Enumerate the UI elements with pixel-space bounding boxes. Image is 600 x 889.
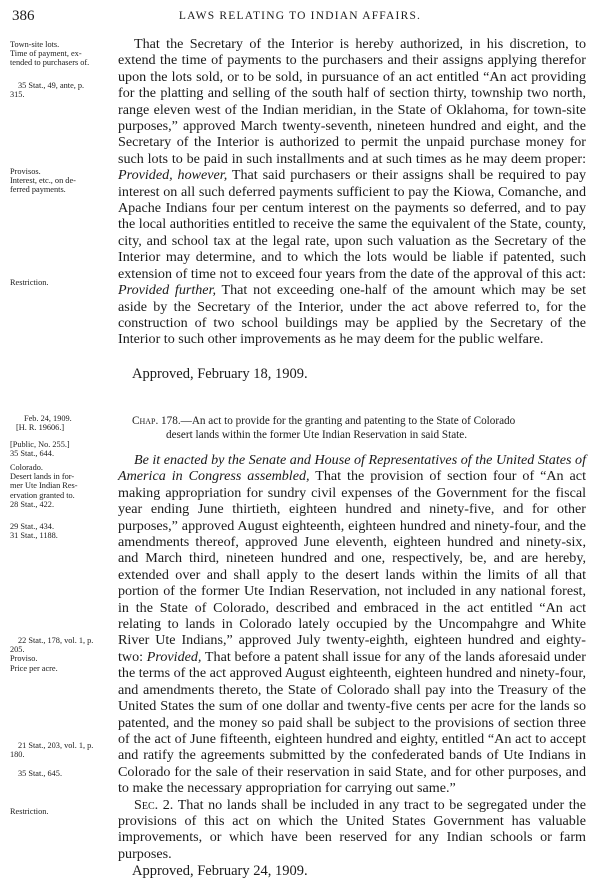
margin-note-restriction [10, 278, 120, 287]
chapter-title: —An act to provide for the granting and patenting to the State of Colorado [180, 415, 516, 427]
margin-note-colorado [10, 463, 120, 509]
margin-note-line: tended to purchasers of. [10, 58, 90, 68]
body-text: That no lands shall be included in any tract to be segregated under the provisions of this act on which the United States Government has valuable improvements, or which have been reserved for any Indian schools or farm purposes. [118, 796, 586, 862]
margin-note-line: Interest, etc., on de- [10, 176, 76, 186]
margin-note-line: 21 Stat., 203, vol. 1, p. [18, 741, 94, 750]
margin-note-town-site [10, 40, 120, 68]
section-label: Sec. 2. [134, 796, 174, 813]
margin-note-line: Colorado. [10, 463, 43, 472]
margin-note-line: Restriction. [10, 807, 49, 816]
margin-note-provisos [10, 167, 120, 195]
margin-note-line: Restriction. [10, 278, 49, 287]
margin-note-statute-ref-35 [10, 769, 120, 778]
section1-body [118, 36, 586, 348]
margin-note-line: 35 Stat., 645. [18, 769, 63, 778]
margin-note-line: 31 Stat., 1188. [10, 531, 58, 541]
section2-sec2-paragraph [118, 797, 586, 863]
margin-note-statute-ref [10, 81, 120, 99]
margin-note-line: Town-site lots. [10, 40, 60, 49]
margin-note-line: 28 Stat., 422. [10, 499, 55, 509]
margin-note-line: ferred payments. [10, 185, 66, 195]
margin-note-line: Provisos. [10, 167, 41, 176]
margin-note-statute-refs [10, 522, 120, 540]
margin-note-proviso-price [10, 636, 120, 673]
approval-date-1: Approved, February 18, 1909. [132, 366, 308, 382]
margin-note-date-bill [10, 414, 120, 432]
margin-note-line: [Public, No. 255.] [10, 440, 70, 449]
margin-note-line: Feb. 24, 1909. [24, 414, 72, 423]
body-text: That the provision of section four of “An act making appropriation for sundry civil expenses of the Government for the fiscal year ending June thirtieth, eighteen hundred and ninety-five, and for other purposes,” approved August eighteenth, eighteen hundred and ninety-four, and the amendments thereof, approved June eleventh, eighteen hundred and ninety-six, and March third, nineteen hundred and one, respectively, be, and are hereby, extended over and shall apply to the desert lands within the limits of all that portion of the former Ute Indian Reservation, not included in any national forest, in the State of Colorado, described and embraced in the act entitled “An act relating to lands in Colorado lately occupied by the Uncompahgre and White River Ute Indians,” approved July twenty-eighth, eighteen hundred and eighty-two: [118, 468, 586, 665]
chapter-heading [132, 414, 578, 442]
margin-note-line: Price per acre. [10, 663, 58, 673]
margin-note-line: 29 Stat., 434. [10, 522, 55, 531]
margin-note-line: ervation granted to. [10, 490, 75, 500]
page-header [12, 8, 588, 28]
section2-body [118, 452, 586, 862]
proviso-phrase: Provided, however, [118, 167, 228, 184]
margin-note-line: 180. [10, 750, 25, 760]
section1-paragraph [118, 36, 586, 348]
body-text: That said purchasers or their assigns shall be required to pay interest on all such deferred payments sufficient to pay the Kiowa, Comanche, and Apache Indians four per centum interest on the payments so deferred, and to pay the local authorities entitled to receive the same the equivalent of the State, county, city, and school tax at the legal rate, upon such valuation as the Secretary of the Interior may determine, and to which the lots would be liable if patented, such extension of time not to exceed four years from the date of the approval of this act: [118, 167, 587, 282]
approval-date-2: Approved, February 24, 1909. [132, 863, 308, 879]
running-head: LAWS RELATING TO INDIAN AFFAIRS. [178, 10, 422, 22]
margin-note-line: Desert lands in for- [10, 472, 75, 482]
body-text: That not exceeding one-half of the amount which may be set aside by the Secretary of the Interior, under the act above referred to, for the construction of two school buildings may be applied by the Secretary of the Interior to such other improvements as he may deem for the public welfare. [118, 282, 586, 348]
margin-note-statute-ref-21 [10, 741, 120, 759]
body-text: That the Secretary of the Interior is hereby authorized, in his discretion, to extend the time of payments to the purchasers and their assigns applying therefor upon the lots sold, or to be sold, in pursuance of an act entitled “An act providing for the platting and selling of the south half of section thirty, township two north, range eleven west of the Indian meridian, in the State of Oklahoma, for town-site purposes,” approved March twenty-seventh, nineteen hundred and eight, and the Secretary of the Interior is authorized to permit the unpaid purchase money for such lots to be paid in such installments and at such times as he may deem proper: [118, 36, 586, 167]
margin-note-restriction [10, 807, 120, 816]
margin-note-line: 205. [10, 645, 25, 655]
margin-note-line: 35 Stat., 644. [10, 449, 55, 459]
margin-note-line: mer Ute Indian Res- [10, 481, 78, 491]
margin-note-line: Time of payment, ex- [10, 49, 82, 59]
enacting-clause: Be it enacted by the Senate and House of Representatives of the United States of America in Congress assembled, [118, 452, 586, 485]
section2-paragraph [118, 452, 586, 797]
chapter-title-continued: desert lands within the former Ute Indian Reservation in said State. [166, 429, 468, 441]
proviso-phrase: Provided, [146, 648, 202, 665]
margin-note-line: 35 Stat., 49, ante, p. [18, 81, 85, 90]
chapter-label: Chap. 178. [132, 415, 181, 427]
margin-note-line: 22 Stat., 178, vol. 1, p. [18, 636, 94, 645]
margin-note-line: [H. R. 19606.] [16, 423, 65, 433]
margin-note-line: Proviso. [10, 654, 38, 664]
margin-note-line: 315. [10, 90, 25, 100]
margin-note-public-law [10, 440, 120, 458]
body-text: That before a patent shall issue for any of the lands aforesaid under the terms of the act approved August eighteenth, eighteen hundred and ninety-four, and amendments thereto, the State of Colorado shall pay into the Treasury of the United States the sum of one dollar and twenty-five cents per acre for the lands so patented, and the money so paid shall be subject to the provisions of section three of the act of June fifteenth, eighteen hundred and eighty, entitled “An act to accept and ratify the agreements submitted by the confederated bands of Ute Indians in Colorado for the sale of their reservation in said State, and for other purposes, and to make the necessary appropriation for carrying out same.” [118, 648, 586, 797]
page-number: 386 [12, 8, 35, 24]
proviso-phrase: Provided further, [118, 282, 217, 299]
